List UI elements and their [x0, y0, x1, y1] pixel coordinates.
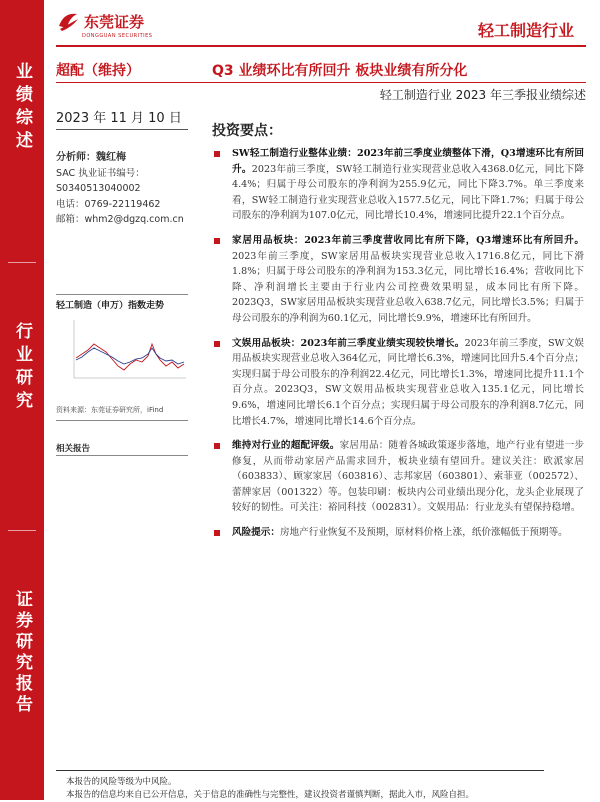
bullet-body: 家居用品：随着各城政策逐步落地，地产行业有望进一步修复，从而带动家居产品需求回升，板块业绩有望回升。建议关注：欧派家居（603833）、顾家家居（603816）、志邦家居（603801）、索菲亚（002572）、蕾牌家居（001322）等。包装印刷：板块内公司业绩出现分化，龙头企业展现了较好的韧性。可关注：裕同科技（002831）。文娱用品：行业龙头有望保持稳增。 [232, 440, 585, 514]
list-item [212, 233, 584, 327]
footer-risk-level: 本报告的风险等级为中风险。 [66, 777, 177, 787]
analyst-sac-number: S0340513040002 [56, 183, 141, 194]
side-divider [8, 530, 36, 531]
bullet-lead: 文娱用品板块：2023年前三季度业绩实现较快增长。 [232, 337, 465, 349]
bullet-lead: 维持对行业的超配评级。 [232, 440, 340, 452]
side-divider [8, 262, 36, 263]
industry-name: 轻工制造行业 [477, 21, 574, 40]
analyst-name: 分析师：魏红梅 [56, 152, 126, 163]
analyst-email: 邮箱：whm2@dgzq.com.cn [56, 214, 184, 225]
report-subtitle: 轻工制造行业 2023 年三季报业绩综述 [379, 88, 586, 102]
analyst-phone: 电话：0769-22119462 [56, 198, 161, 210]
key-points-title: 投资要点： [212, 123, 282, 139]
footer-disclaimer [66, 776, 474, 802]
side-label-text: 行业研究 [12, 322, 32, 414]
bullet-lead: 家居用品板块：2023年前三季度营收同比有所下降，Q3增速环比有所回升。 [232, 234, 584, 246]
report-date: 2023 年 11 月 10 日 [56, 111, 182, 126]
title-rule [56, 82, 586, 83]
chart-title: 轻工制造（申万）指数走势 [56, 301, 165, 311]
date-rule [56, 129, 188, 130]
bullet-body: 2023年前三季度，SW文娱用品板块实现营业总收入364亿元，同比增长6.3%，增速同比回升5.4个百分点；实现归属于母公司股东的净利润22.4亿元，同比增长1.3%，增速同比提升11.1个百分点。2023Q3，SW文娱用品板块实现营业总收入135.1亿元，同比增长9.6%，增速同比增长6.1个百分点；实现归属于母公司股东的净利润8.7亿元，同比增长4.7%，增速同比增长14.6个百分点。 [232, 337, 584, 427]
brand-subtitle: DONGGUAN SECURITIES [82, 33, 153, 39]
bullet-lead: 风险提示： [232, 527, 280, 539]
chart-bottom-rule [56, 420, 188, 421]
analyst-sac-label: SAC 执业证书编号： [56, 167, 145, 179]
footer-source-note: 本报告的信息均来自已公开信息，关于信息的准确性与完整性，建议投资者谨慎判断，据此入市，风险自担。 [66, 790, 475, 800]
brand-logo-icon [56, 10, 80, 32]
chart-top-rule [56, 294, 188, 295]
side-label-report [0, 590, 44, 722]
report-title: Q3 业绩环比有所回升 板块业绩有所分化 [212, 63, 468, 79]
bullet-square-icon [214, 530, 220, 536]
footer-rule [56, 770, 544, 771]
bullet-body: 2023年前三季度，SW家居用品板块实现营业总收入1716.8亿元，同比下滑1.8%；归属于母公司股东的净利润为153.3亿元，同比增长16.4%；营收同比下降、净利润增长主要由于行业内公司控费效果明显，成本同比有所下降。2023Q3，SW家居用品板块实现营业总收入638.7亿元，同比增长3.5%；归属于母公司股东的净利润为60.1亿元，同比增长9.9%，增速环比有所回升。 [232, 250, 584, 324]
brand-name: 东莞证券 [84, 12, 145, 31]
bullet-body: 2023年前三季度，SW轻工制造行业实现营业总收入4368.0亿元，同比下降4.4%；归属于母公司股东的净利润为255.9亿元，同比下降3.7%。单三季度来看，SW轻工制造行业实现营业总收入1577.5亿元，同比下降1.7%；归属于母公司股东的净利润为107.0亿元，同比增长10.4%，增速同比提升22.1个百分点。 [232, 163, 585, 222]
side-label-review [0, 62, 44, 160]
related-rule [56, 455, 188, 456]
related-reports-title: 相关报告 [56, 444, 91, 454]
rating: 超配（维持） [56, 63, 140, 79]
bullet-lead: SW轻工制造行业整体业绩：2023年前三季度业绩整体下滑，Q3增速环比有所回升。 [232, 148, 584, 175]
list-item [212, 525, 584, 541]
bullet-square-icon [214, 443, 220, 449]
key-points-list [212, 146, 584, 550]
chart-series-benchmark [76, 348, 184, 364]
bullet-square-icon [214, 151, 220, 157]
chart-source: 资料来源：东莞证券研究所，iFind [56, 406, 164, 414]
brand-logo [56, 10, 144, 32]
list-item [212, 438, 584, 516]
header-rule [56, 45, 586, 47]
chart-series-index [76, 344, 184, 370]
list-item [212, 336, 584, 430]
bullet-square-icon [214, 238, 220, 244]
side-label-research [0, 322, 44, 420]
index-trend-chart [56, 314, 190, 396]
side-label-text: 业绩综述 [12, 62, 32, 154]
list-item [212, 146, 584, 224]
analyst-info [56, 150, 184, 228]
bullet-body: 房地产行业恢复不及预期，原材料价格上涨，纸价涨幅低于预期等。 [279, 527, 568, 539]
side-label-text: 证券研究报告 [12, 590, 32, 716]
bullet-square-icon [214, 341, 220, 347]
